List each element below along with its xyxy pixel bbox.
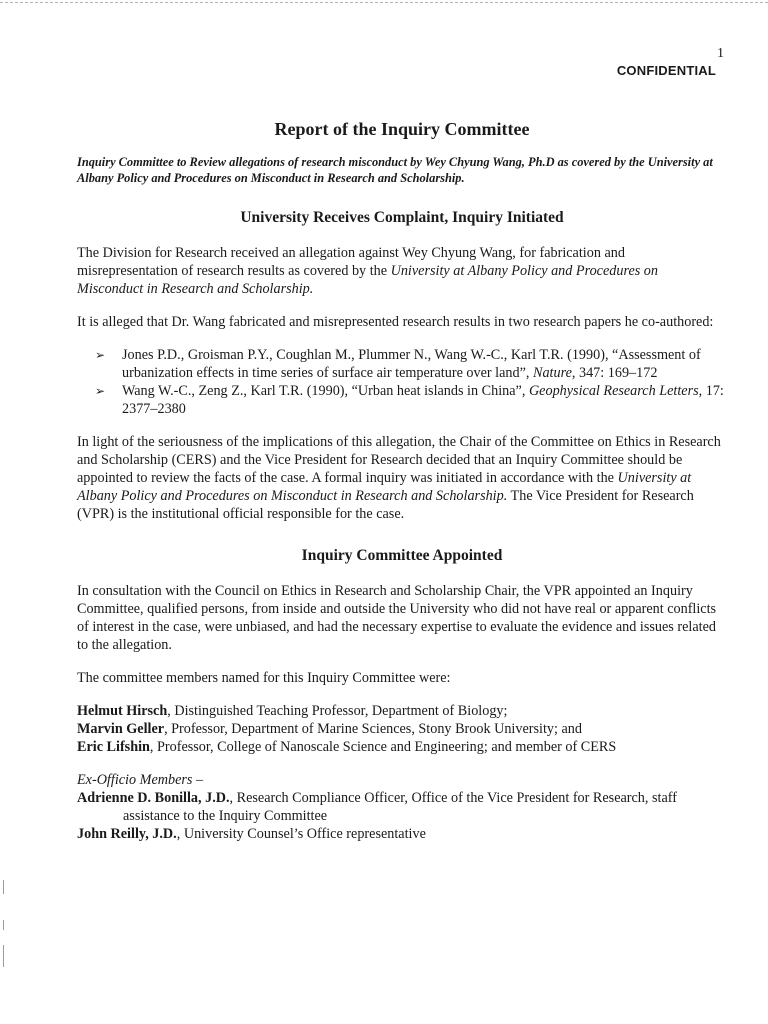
ex-officio-list xyxy=(77,771,727,843)
page-number: 1 xyxy=(717,46,724,61)
member-name: Eric Lifshin xyxy=(77,739,150,755)
arrow-bullet-icon: ➢ xyxy=(95,384,106,398)
scan-margin-mark xyxy=(3,945,4,967)
committee-member xyxy=(77,702,727,720)
scan-margin-mark xyxy=(3,920,4,930)
journal-name: Geophysical Research Letters xyxy=(528,383,699,399)
allegation-paragraph: It is alleged that Dr. Wang fabricated and misrepresented research results in two research papers he co-authored: xyxy=(77,314,714,330)
policy-title: University at Albany Policy and Procedures on Misconduct in Research and Scholarship. xyxy=(77,263,658,297)
reference-text: Jones P.D., Groisman P.Y., Coughlan M., Plummer N., Wang W.-C., Karl T.R. (1990), “Assessment of urbanization effects in time series of surface air temperature over land”, xyxy=(122,347,701,381)
ex-officio-label: Ex-Officio Members – xyxy=(77,772,204,788)
confidential-label: CONFIDENTIAL xyxy=(616,63,716,78)
section-heading-complaint: University Receives Complaint, Inquiry Initiated xyxy=(240,209,564,226)
report-title: Report of the Inquiry Committee xyxy=(274,119,530,139)
report-subtitle: Inquiry Committee to Review allegations of research misconduct by Wey Chyung Wang, Ph.D as covered by the University at Albany Policy and Procedures on Misconduct in Research and Scholarship. xyxy=(77,155,713,185)
member-role: , Research Compliance Officer, Office of the Vice President for Research, staff assistance to the Inquiry Committee xyxy=(123,790,677,824)
member-role: , University Counsel’s Office representative xyxy=(176,826,426,842)
journal-name: Nature xyxy=(533,365,572,381)
appointment-paragraph: In consultation with the Council on Ethics in Research and Scholarship Chair, the VPR appointed an Inquiry Committee, qualified persons, from inside and outside the University who did not have real or apparent conflicts of interest in the case, were unbiased, and had the necessary expertise to evaluate the evidence and issues related to the allegation. xyxy=(77,583,717,653)
report-body xyxy=(77,118,727,858)
paragraph-text: The Vice President for Research (VPR) is the institutional official responsible for the case. xyxy=(77,488,694,522)
reference-item xyxy=(95,346,727,382)
committee-member-list xyxy=(77,702,727,756)
ex-officio-member xyxy=(77,825,727,843)
inquiry-initiation-paragraph xyxy=(77,433,727,523)
paragraph-text: In light of the seriousness of the implications of this allegation, the Chair of the Committee on Ethics in Research and Scholarship (CERS) and the Vice President for Research decided that an Inquiry Committee should be appointed to review the facts of the case. A formal inquiry was initiated in accordance with the xyxy=(77,434,721,486)
member-name: Helmut Hirsch xyxy=(77,703,168,719)
reference-text: Wang W.-C., Zeng Z., Karl T.R. (1990), “Urban heat islands in China”, xyxy=(122,383,529,399)
reference-list xyxy=(77,346,727,418)
reference-volume: , 347: 169–172 xyxy=(571,365,658,381)
committee-member xyxy=(77,738,727,756)
member-name: John Reilly, J.D. xyxy=(77,826,177,842)
member-role: , Distinguished Teaching Professor, Department of Biology; xyxy=(167,703,508,719)
member-role: , Professor, College of Nanoscale Science and Engineering; and member of CERS xyxy=(149,739,617,755)
member-role: , Professor, Department of Marine Sciences, Stony Brook University; and xyxy=(164,721,582,737)
scan-margin-mark xyxy=(3,880,4,894)
committee-member xyxy=(77,720,727,738)
section-heading-committee: Inquiry Committee Appointed xyxy=(301,547,503,564)
section-spacer xyxy=(77,538,727,546)
member-name: Adrienne D. Bonilla, J.D. xyxy=(77,790,230,806)
arrow-bullet-icon: ➢ xyxy=(95,348,106,362)
reference-volume: , 17: 2377–2380 xyxy=(122,383,724,417)
complaint-paragraph xyxy=(77,244,727,298)
paragraph-text: The Division for Research received an allegation against Wey Chyung Wang, for fabrication and misrepresentation of research results as covered by the xyxy=(77,245,625,279)
reference-item xyxy=(95,382,727,418)
members-intro-paragraph: The committee members named for this Inquiry Committee were: xyxy=(77,670,451,686)
ex-officio-member xyxy=(77,789,727,825)
member-name: Marvin Geller xyxy=(77,721,165,737)
policy-title: University at Albany Policy and Procedures on Misconduct in Research and Scholarship. xyxy=(77,470,692,504)
scan-top-border xyxy=(0,2,768,3)
